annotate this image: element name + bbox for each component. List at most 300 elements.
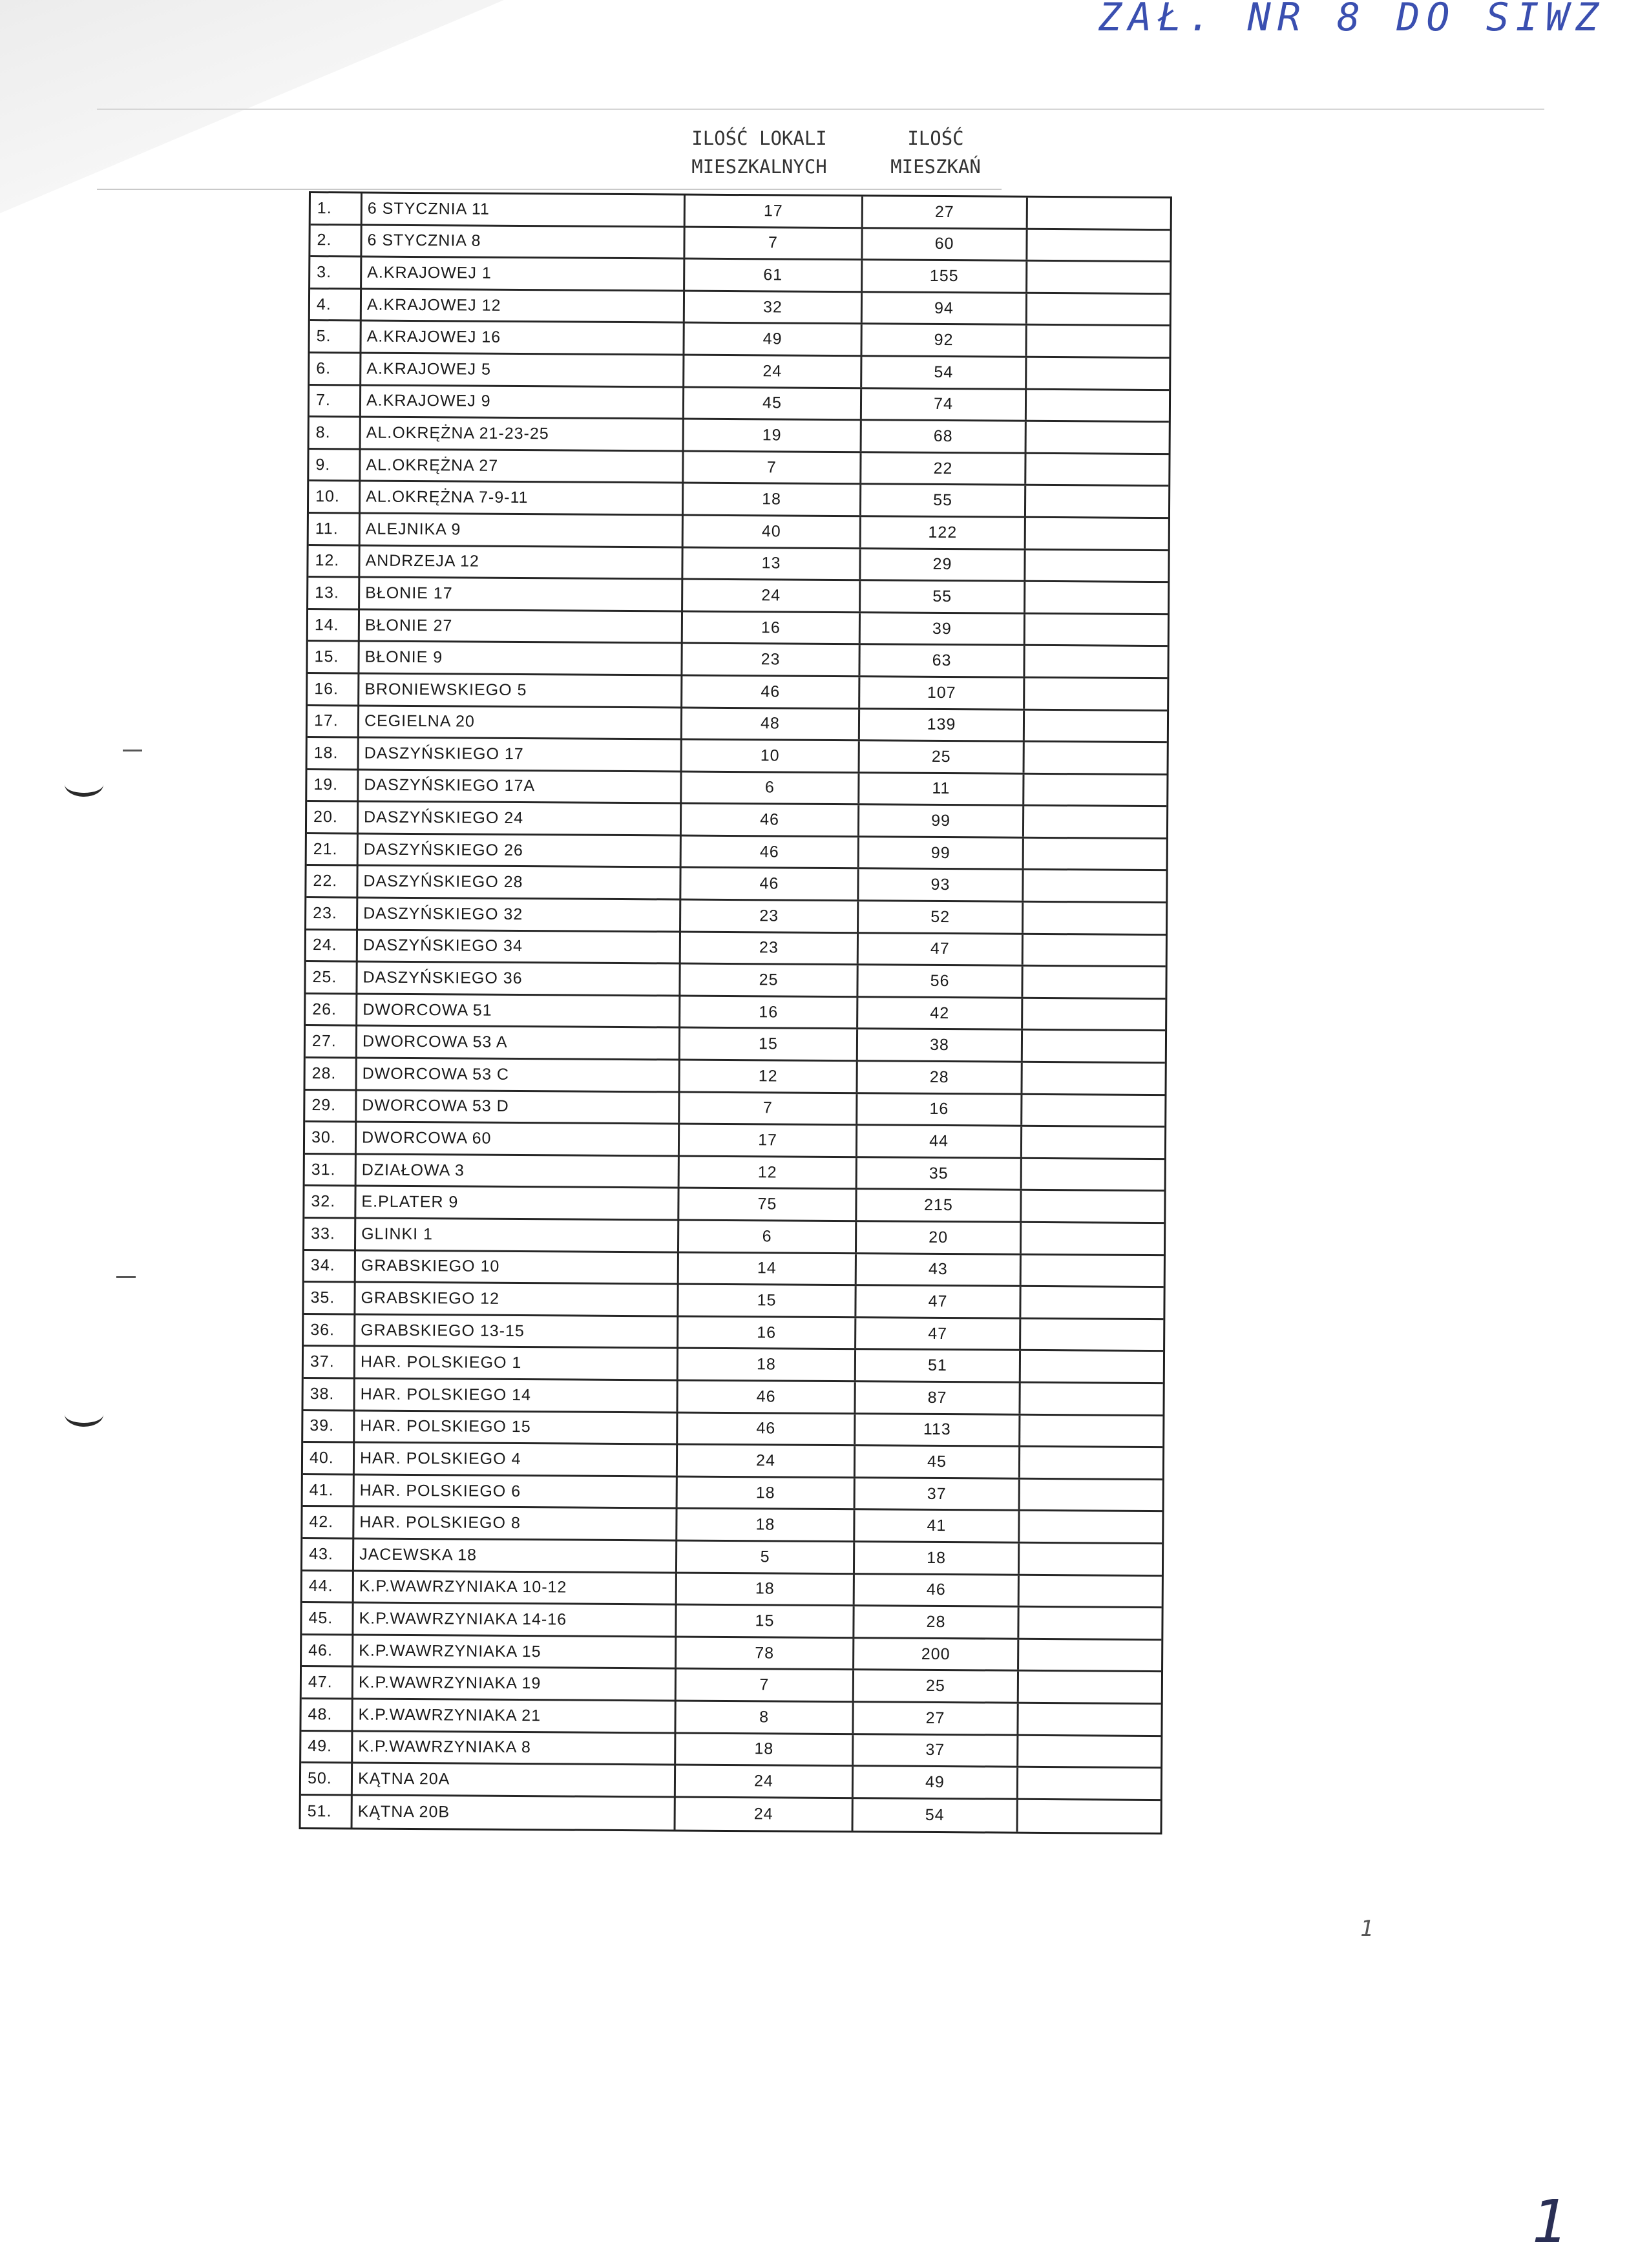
units-count-cell: 18 bbox=[676, 1734, 854, 1765]
units-count-cell: 23 bbox=[681, 932, 859, 963]
address-cell: ALEJNIKA 9 bbox=[361, 514, 684, 546]
residents-count-cell: 139 bbox=[860, 709, 1025, 740]
table-row bbox=[304, 1315, 1163, 1352]
table-row bbox=[309, 450, 1168, 487]
table-row bbox=[304, 1251, 1164, 1288]
residents-count-cell: 43 bbox=[857, 1254, 1022, 1285]
residents-count-cell: 99 bbox=[859, 837, 1024, 868]
table-row bbox=[308, 610, 1168, 647]
row-number: 42. bbox=[302, 1507, 354, 1537]
row-number: 9. bbox=[309, 450, 361, 480]
units-count-cell: 46 bbox=[682, 836, 859, 867]
row-number: 43. bbox=[302, 1539, 354, 1570]
row-number: 46. bbox=[302, 1635, 353, 1666]
empty-cell bbox=[1027, 326, 1169, 357]
table-row bbox=[310, 321, 1169, 359]
empty-cell bbox=[1020, 1447, 1162, 1478]
empty-cell bbox=[1027, 294, 1170, 325]
units-count-cell: 78 bbox=[677, 1637, 854, 1668]
residents-count-cell: 92 bbox=[862, 325, 1027, 356]
residents-count-cell: 27 bbox=[854, 1703, 1018, 1734]
units-count-cell: 18 bbox=[684, 484, 861, 515]
residents-count-cell: 215 bbox=[857, 1190, 1022, 1221]
empty-cell bbox=[1026, 518, 1168, 549]
empty-cell bbox=[1021, 1351, 1163, 1382]
table-row bbox=[306, 994, 1165, 1032]
address-cell: GRABSKIEGO 13-15 bbox=[355, 1315, 678, 1347]
table-row bbox=[310, 417, 1169, 455]
address-cell: JACEWSKA 18 bbox=[354, 1539, 677, 1571]
empty-cell bbox=[1020, 1415, 1162, 1446]
address-cell: HAR. POLSKIEGO 6 bbox=[355, 1475, 678, 1507]
row-number: 5. bbox=[310, 321, 361, 352]
top-scan-line bbox=[97, 109, 1544, 110]
units-count-cell: 15 bbox=[680, 1029, 858, 1060]
empty-cell bbox=[1027, 262, 1170, 293]
empty-cell bbox=[1024, 774, 1166, 805]
table-row bbox=[301, 1699, 1161, 1737]
row-number: 34. bbox=[304, 1251, 356, 1281]
table-row bbox=[310, 353, 1169, 391]
row-number: 13. bbox=[308, 578, 360, 608]
address-cell: GRABSKIEGO 10 bbox=[356, 1251, 679, 1283]
residents-count-cell: 87 bbox=[856, 1382, 1020, 1413]
row-number: 39. bbox=[303, 1411, 355, 1442]
units-count-cell: 23 bbox=[681, 901, 859, 932]
address-cell: DWORCOWA 53 C bbox=[357, 1059, 680, 1091]
address-cell: HAR. POLSKIEGO 4 bbox=[355, 1444, 678, 1476]
address-cell: GLINKI 1 bbox=[356, 1219, 679, 1251]
units-count-cell: 7 bbox=[685, 227, 863, 258]
row-number: 15. bbox=[308, 642, 359, 672]
table-row bbox=[306, 898, 1166, 936]
units-count-cell: 24 bbox=[684, 356, 862, 387]
residents-count-cell: 35 bbox=[857, 1158, 1022, 1189]
address-cell: DASZYŃSKIEGO 32 bbox=[358, 899, 681, 931]
table-row bbox=[307, 802, 1166, 839]
units-count-cell: 18 bbox=[678, 1349, 856, 1380]
units-count-cell: 6 bbox=[679, 1221, 857, 1252]
address-cell: DZIAŁOWA 3 bbox=[357, 1155, 680, 1187]
table-row bbox=[302, 1539, 1162, 1577]
table-row bbox=[310, 257, 1170, 295]
address-cell: ANDRZEJA 12 bbox=[360, 546, 683, 578]
residents-count-cell: 46 bbox=[855, 1575, 1020, 1606]
page-fold-corner bbox=[0, 0, 504, 213]
units-count-cell: 32 bbox=[685, 291, 863, 322]
residents-count-cell: 51 bbox=[856, 1350, 1021, 1381]
empty-cell bbox=[1025, 742, 1167, 773]
table-row bbox=[306, 866, 1166, 903]
row-number: 48. bbox=[301, 1699, 353, 1730]
residents-count-cell: 99 bbox=[859, 806, 1024, 837]
residents-count-cell: 113 bbox=[856, 1414, 1020, 1445]
residents-count-cell: 47 bbox=[856, 1318, 1021, 1349]
buildings-table bbox=[299, 191, 1172, 1834]
table-row bbox=[305, 1091, 1164, 1128]
empty-cell bbox=[1020, 1575, 1162, 1606]
row-number: 10. bbox=[309, 481, 361, 512]
empty-cell bbox=[1024, 839, 1166, 870]
residents-count-cell: 25 bbox=[860, 741, 1025, 772]
row-number: 49. bbox=[301, 1731, 353, 1761]
address-cell: DWORCOWA 53 A bbox=[357, 1027, 680, 1059]
header-residents-count: ILOŚĆ MIESZKAŃ bbox=[890, 127, 981, 178]
row-number: 7. bbox=[310, 386, 361, 416]
empty-cell bbox=[1020, 1480, 1162, 1511]
table-row bbox=[309, 514, 1168, 551]
address-cell: DWORCOWA 60 bbox=[357, 1123, 680, 1155]
empty-cell bbox=[1022, 1223, 1164, 1254]
residents-count-cell: 94 bbox=[863, 293, 1027, 324]
residents-count-cell: 60 bbox=[863, 229, 1027, 260]
empty-cell bbox=[1022, 1191, 1164, 1222]
units-count-cell: 8 bbox=[676, 1701, 854, 1732]
residents-count-cell: 45 bbox=[856, 1446, 1020, 1477]
table-row bbox=[306, 930, 1166, 968]
row-number: 24. bbox=[306, 930, 358, 961]
row-number: 17. bbox=[308, 706, 359, 737]
table-row bbox=[310, 226, 1170, 263]
header-divider bbox=[97, 189, 1002, 190]
residents-count-cell: 18 bbox=[855, 1542, 1020, 1573]
row-number: 28. bbox=[306, 1058, 357, 1089]
empty-cell bbox=[1024, 903, 1166, 934]
residents-count-cell: 155 bbox=[863, 260, 1027, 291]
row-number: 26. bbox=[306, 994, 357, 1025]
row-number: 14. bbox=[308, 610, 360, 640]
units-count-cell: 18 bbox=[678, 1477, 856, 1508]
address-cell: A.KRAJOWEJ 1 bbox=[362, 258, 685, 290]
empty-cell bbox=[1019, 1639, 1161, 1670]
residents-count-cell: 47 bbox=[859, 934, 1024, 965]
table-row bbox=[303, 1411, 1162, 1449]
address-cell: DWORCOWA 51 bbox=[357, 994, 680, 1027]
units-count-cell: 13 bbox=[683, 548, 861, 579]
empty-cell bbox=[1024, 806, 1166, 837]
empty-cell bbox=[1020, 1383, 1162, 1414]
residents-count-cell: 29 bbox=[861, 549, 1025, 580]
units-count-cell: 7 bbox=[684, 452, 861, 483]
units-count-cell: 24 bbox=[678, 1445, 856, 1476]
table-row bbox=[310, 386, 1169, 423]
address-cell: BŁONIE 17 bbox=[360, 578, 683, 611]
units-count-cell: 17 bbox=[680, 1125, 857, 1156]
units-count-cell: 49 bbox=[684, 324, 862, 355]
units-count-cell: 24 bbox=[676, 1766, 854, 1797]
empty-cell bbox=[1024, 870, 1166, 901]
table-row bbox=[302, 1603, 1161, 1641]
row-number: 6. bbox=[310, 353, 361, 384]
empty-cell bbox=[1026, 454, 1168, 485]
address-cell: K.P.WAWRZYNIAKA 14-16 bbox=[353, 1604, 677, 1636]
residents-count-cell: 38 bbox=[858, 1030, 1023, 1061]
row-number: 8. bbox=[310, 417, 361, 448]
row-number: 21. bbox=[307, 834, 359, 865]
address-cell: HAR. POLSKIEGO 1 bbox=[355, 1347, 678, 1380]
row-number: 23. bbox=[306, 898, 358, 929]
units-count-cell: 19 bbox=[684, 420, 862, 451]
empty-cell bbox=[1018, 1800, 1161, 1832]
residents-count-cell: 22 bbox=[861, 453, 1026, 484]
residents-count-cell: 54 bbox=[862, 357, 1027, 388]
residents-count-cell: 49 bbox=[854, 1767, 1018, 1798]
residents-count-cell: 54 bbox=[854, 1799, 1018, 1832]
handwritten-page-number: 1 bbox=[1531, 2187, 1568, 2256]
residents-count-cell: 68 bbox=[862, 421, 1027, 452]
residents-count-cell: 122 bbox=[861, 517, 1026, 548]
table-row bbox=[306, 962, 1165, 1000]
row-number: 22. bbox=[306, 866, 358, 896]
row-number: 25. bbox=[306, 962, 357, 992]
table-row bbox=[302, 1667, 1161, 1705]
residents-count-cell: 56 bbox=[858, 965, 1023, 996]
address-cell: A.KRAJOWEJ 9 bbox=[361, 386, 684, 418]
table-row bbox=[301, 1731, 1161, 1769]
residents-count-cell: 11 bbox=[859, 773, 1024, 804]
empty-cell bbox=[1021, 1287, 1163, 1318]
units-count-cell: 16 bbox=[678, 1317, 856, 1348]
units-count-cell: 18 bbox=[677, 1573, 855, 1604]
address-cell: BRONIEWSKIEGO 5 bbox=[359, 674, 682, 706]
empty-cell bbox=[1019, 1672, 1161, 1703]
row-number: 51. bbox=[301, 1796, 353, 1828]
units-count-cell: 15 bbox=[678, 1285, 856, 1316]
empty-cell bbox=[1022, 1127, 1164, 1158]
row-number: 35. bbox=[304, 1283, 355, 1313]
table-row bbox=[304, 1347, 1163, 1384]
table-row bbox=[308, 578, 1168, 615]
residents-count-cell: 52 bbox=[859, 901, 1024, 932]
residents-count-cell: 55 bbox=[861, 485, 1026, 516]
empty-cell bbox=[1018, 1704, 1161, 1735]
units-count-cell: 46 bbox=[682, 804, 859, 835]
table-row bbox=[301, 1763, 1161, 1801]
row-number: 44. bbox=[302, 1571, 354, 1602]
row-number: 33. bbox=[304, 1219, 356, 1249]
table-row bbox=[301, 1796, 1161, 1833]
empty-cell bbox=[1025, 646, 1167, 677]
row-number: 3. bbox=[310, 257, 362, 288]
row-number: 2. bbox=[310, 226, 362, 256]
address-cell: KĄTNA 20B bbox=[353, 1796, 676, 1830]
address-cell: K.P.WAWRZYNIAKA 21 bbox=[353, 1699, 676, 1732]
table-row bbox=[310, 289, 1170, 327]
units-count-cell: 46 bbox=[678, 1381, 856, 1412]
address-cell: DASZYŃSKIEGO 17 bbox=[359, 739, 682, 771]
empty-cell bbox=[1018, 1768, 1161, 1799]
units-count-cell: 18 bbox=[677, 1509, 855, 1540]
row-number: 40. bbox=[303, 1443, 355, 1473]
address-cell: K.P.WAWRZYNIAKA 10-12 bbox=[354, 1571, 677, 1604]
row-number: 37. bbox=[304, 1347, 355, 1377]
address-cell: BŁONIE 27 bbox=[360, 610, 683, 642]
row-number: 19. bbox=[307, 770, 359, 801]
handwritten-small-mark: 1 bbox=[1360, 1916, 1374, 1942]
residents-count-cell: 20 bbox=[857, 1222, 1022, 1253]
empty-cell bbox=[1022, 1063, 1164, 1094]
row-number: 11. bbox=[309, 514, 361, 544]
address-cell: A.KRAJOWEJ 5 bbox=[361, 353, 684, 386]
address-cell: DASZYŃSKIEGO 36 bbox=[357, 963, 680, 995]
table-row bbox=[302, 1635, 1161, 1673]
table-row bbox=[308, 546, 1168, 583]
residents-count-cell: 44 bbox=[857, 1126, 1022, 1157]
table-row bbox=[311, 193, 1170, 231]
units-count-cell: 45 bbox=[684, 388, 862, 419]
table-row bbox=[302, 1571, 1162, 1609]
table-row bbox=[306, 1026, 1165, 1064]
row-number: 16. bbox=[308, 674, 359, 704]
row-number: 31. bbox=[305, 1155, 357, 1185]
row-number: 41. bbox=[303, 1475, 355, 1506]
units-count-cell: 24 bbox=[683, 580, 861, 611]
address-cell: DASZYŃSKIEGO 24 bbox=[359, 803, 682, 835]
units-count-cell: 10 bbox=[682, 740, 860, 772]
row-number: 4. bbox=[310, 289, 362, 320]
units-count-cell: 40 bbox=[684, 516, 861, 547]
empty-cell bbox=[1027, 422, 1169, 453]
residents-count-cell: 37 bbox=[856, 1478, 1020, 1509]
row-number: 47. bbox=[302, 1667, 353, 1697]
empty-cell bbox=[1025, 678, 1167, 709]
empty-cell bbox=[1023, 999, 1165, 1030]
empty-cell bbox=[1021, 1319, 1163, 1350]
units-count-cell: 5 bbox=[677, 1541, 855, 1572]
residents-count-cell: 37 bbox=[854, 1735, 1018, 1766]
table-row bbox=[305, 1058, 1164, 1096]
table-row bbox=[307, 770, 1166, 808]
table-row bbox=[305, 1155, 1164, 1192]
units-count-cell: 24 bbox=[676, 1798, 854, 1831]
address-cell: 6 STYCZNIA 11 bbox=[362, 194, 686, 226]
row-number: 36. bbox=[304, 1315, 355, 1345]
empty-cell bbox=[1025, 582, 1168, 613]
address-cell: HAR. POLSKIEGO 8 bbox=[354, 1507, 677, 1540]
table-row bbox=[303, 1475, 1162, 1513]
table-row bbox=[303, 1379, 1162, 1416]
address-cell: HAR. POLSKIEGO 15 bbox=[355, 1411, 678, 1444]
empty-cell bbox=[1025, 614, 1168, 646]
table-row bbox=[304, 1219, 1164, 1256]
empty-cell bbox=[1022, 1159, 1164, 1190]
residents-count-cell: 16 bbox=[857, 1094, 1022, 1125]
punch-hole-mark bbox=[65, 1402, 103, 1427]
residents-count-cell: 93 bbox=[859, 870, 1024, 901]
address-cell: K.P.WAWRZYNIAKA 19 bbox=[353, 1668, 677, 1700]
table-row bbox=[308, 706, 1167, 744]
table-row bbox=[304, 1283, 1163, 1320]
row-number: 50. bbox=[301, 1763, 353, 1794]
residents-count-cell: 28 bbox=[854, 1606, 1019, 1637]
header-units-count: ILOŚĆ LOKALI MIESZKALNYCH bbox=[691, 127, 827, 178]
address-cell: AL.OKRĘŻNA 21-23-25 bbox=[361, 418, 684, 450]
units-count-cell: 46 bbox=[678, 1413, 856, 1444]
units-count-cell: 6 bbox=[682, 772, 859, 803]
units-count-cell: 16 bbox=[683, 612, 861, 643]
address-cell: BŁONIE 9 bbox=[359, 642, 682, 675]
residents-count-cell: 39 bbox=[861, 613, 1025, 644]
units-count-cell: 46 bbox=[681, 868, 859, 899]
table-row bbox=[308, 674, 1167, 711]
units-count-cell: 48 bbox=[682, 708, 860, 739]
empty-cell bbox=[1020, 1511, 1162, 1542]
row-number: 30. bbox=[305, 1122, 357, 1153]
address-cell: CEGIELNA 20 bbox=[359, 706, 682, 739]
empty-cell bbox=[1022, 1255, 1164, 1286]
empty-cell bbox=[1027, 229, 1170, 260]
address-cell: DASZYŃSKIEGO 34 bbox=[358, 930, 681, 963]
address-cell: E.PLATER 9 bbox=[356, 1187, 679, 1219]
units-count-cell: 14 bbox=[679, 1253, 857, 1284]
table-row bbox=[302, 1507, 1162, 1544]
row-number: 18. bbox=[308, 738, 359, 768]
table-row bbox=[309, 481, 1168, 519]
address-cell: DASZYŃSKIEGO 26 bbox=[359, 834, 682, 866]
row-number: 45. bbox=[302, 1603, 353, 1633]
table-row bbox=[307, 834, 1166, 872]
table-row bbox=[305, 1122, 1164, 1160]
handwritten-reference: ZAŁ. NR 8 DO SIWZ bbox=[1098, 0, 1606, 40]
address-cell: K.P.WAWRZYNIAKA 8 bbox=[353, 1732, 676, 1764]
table-row bbox=[308, 642, 1167, 679]
units-count-cell: 7 bbox=[677, 1670, 854, 1701]
residents-count-cell: 27 bbox=[863, 196, 1028, 227]
address-cell: DASZYŃSKIEGO 17A bbox=[359, 770, 682, 803]
empty-cell bbox=[1028, 198, 1170, 229]
residents-count-cell: 28 bbox=[858, 1062, 1023, 1093]
units-count-cell: 7 bbox=[680, 1093, 857, 1124]
residents-count-cell: 63 bbox=[860, 646, 1025, 677]
table-row bbox=[308, 738, 1167, 775]
table-row bbox=[304, 1186, 1164, 1224]
units-count-cell: 16 bbox=[680, 996, 858, 1027]
row-number: 27. bbox=[306, 1026, 357, 1056]
units-count-cell: 12 bbox=[680, 1157, 857, 1188]
empty-cell bbox=[1027, 358, 1169, 389]
units-count-cell: 61 bbox=[685, 260, 863, 291]
residents-count-cell: 200 bbox=[854, 1639, 1019, 1670]
empty-cell bbox=[1022, 1095, 1164, 1126]
address-cell: A.KRAJOWEJ 12 bbox=[362, 289, 685, 322]
address-cell: KĄTNA 20A bbox=[353, 1764, 676, 1796]
margin-tick bbox=[123, 750, 142, 751]
margin-tick bbox=[116, 1276, 136, 1278]
residents-count-cell: 41 bbox=[855, 1511, 1020, 1542]
row-number: 29. bbox=[305, 1091, 357, 1121]
residents-count-cell: 47 bbox=[856, 1286, 1021, 1317]
residents-count-cell: 107 bbox=[860, 677, 1025, 708]
empty-cell bbox=[1026, 486, 1168, 517]
units-count-cell: 23 bbox=[682, 644, 860, 675]
row-number: 12. bbox=[308, 546, 360, 576]
units-count-cell: 46 bbox=[682, 676, 860, 707]
empty-cell bbox=[1019, 1608, 1161, 1639]
empty-cell bbox=[1025, 550, 1168, 581]
residents-count-cell: 55 bbox=[861, 581, 1025, 612]
row-number: 20. bbox=[307, 802, 359, 832]
address-cell: A.KRAJOWEJ 16 bbox=[361, 322, 684, 354]
empty-cell bbox=[1023, 1031, 1165, 1062]
empty-cell bbox=[1018, 1736, 1161, 1767]
residents-count-cell: 42 bbox=[858, 998, 1023, 1029]
empty-cell bbox=[1023, 967, 1165, 998]
empty-cell bbox=[1025, 710, 1167, 741]
address-cell: HAR. POLSKIEGO 14 bbox=[355, 1379, 678, 1411]
address-cell: DWORCOWA 53 D bbox=[357, 1091, 680, 1123]
empty-cell bbox=[1027, 390, 1169, 421]
table-row bbox=[303, 1443, 1162, 1480]
